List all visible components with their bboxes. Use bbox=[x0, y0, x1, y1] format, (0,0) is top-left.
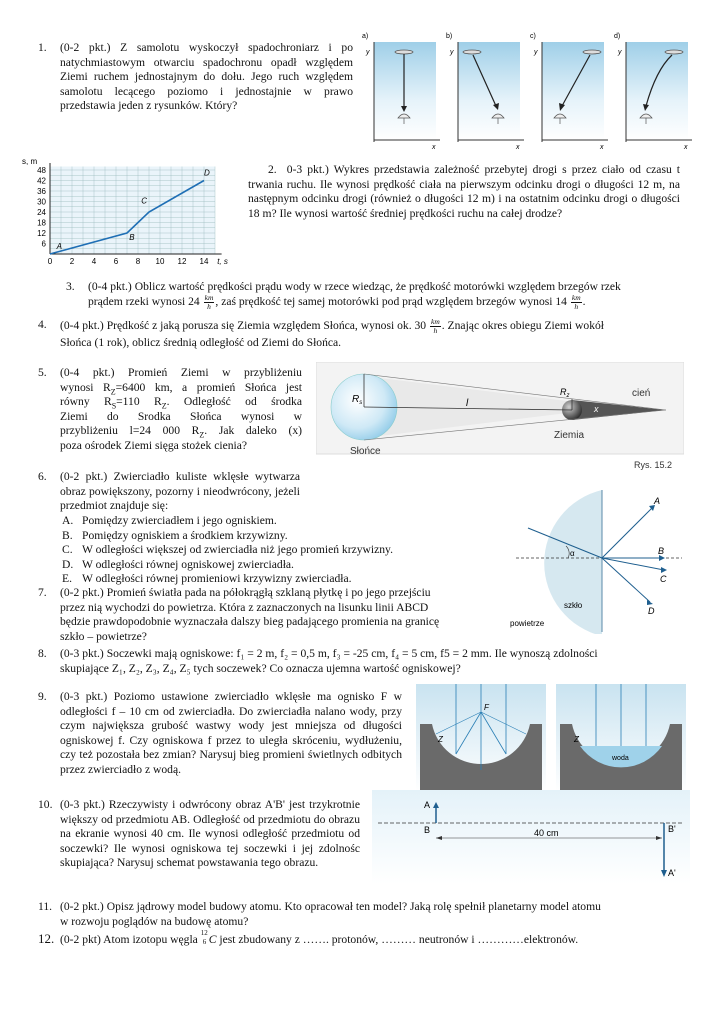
points: (0-4 pkt.) bbox=[60, 319, 104, 333]
x-tick-label: 6 bbox=[113, 257, 119, 266]
y-axis-label: s, m bbox=[22, 157, 38, 166]
distance-label: 40 cm bbox=[534, 828, 559, 838]
figure-caption: Rys. 15.2 bbox=[634, 460, 673, 470]
points: (0-2 pkt.) bbox=[60, 41, 111, 54]
subscript: Z bbox=[110, 386, 116, 396]
question-number: 7. bbox=[38, 586, 47, 599]
unit-numerator: km bbox=[571, 293, 581, 302]
panel-label-c: c) bbox=[530, 33, 536, 40]
question-9 bbox=[60, 690, 402, 778]
question-text: Poziomo ustawione zwierciadło wklęsłe ma ognisko F w odległości f – 10 cm od zwierciadła. Do zwierciadła nalano wody, przy czym największa grubość wastwy wody jest mniejsza od długości ogniskowej f. Czy ogniskowa f przez to uległa skróceniu, wydłużeniu, czy też pozostała bez zmian? Narysuj bieg promieni świetlnych odbitych przez zwierciadło z wodą. bbox=[60, 690, 402, 776]
point-label: D bbox=[204, 168, 210, 178]
panel-label-b: b) bbox=[446, 33, 453, 40]
question-number: 10. bbox=[38, 798, 53, 811]
question-text: będzie prawdopodobnie wyznaczała dalszy bieg padającego promienia na granicę bbox=[60, 615, 440, 629]
glass-label: szkło bbox=[564, 601, 583, 610]
points: (0-2 pkt.) bbox=[60, 900, 104, 913]
y-tick-label: 48 bbox=[37, 166, 46, 175]
object-top-label: A bbox=[424, 800, 431, 810]
question-1 bbox=[60, 41, 353, 114]
points: (0-4 pkt.) bbox=[88, 280, 132, 293]
question-text: Prędkość z jaką porusza się Ziemia względem Słońca, wynosi ok. 30 bbox=[106, 319, 427, 333]
lens-image-figure bbox=[372, 790, 690, 884]
question-number: 4. bbox=[38, 318, 47, 331]
unit-denominator: h bbox=[207, 302, 211, 311]
question-number: 1. bbox=[38, 41, 47, 54]
question-number: 8. bbox=[38, 647, 47, 660]
point-label: C bbox=[141, 196, 148, 206]
alpha-label: α bbox=[570, 549, 575, 558]
carbon-isotope: 12 6 C bbox=[200, 929, 217, 946]
points: (0-3 pkt.) bbox=[60, 690, 108, 703]
x-tick-label: 4 bbox=[91, 257, 97, 266]
y-tick-label: 18 bbox=[37, 218, 46, 228]
question-number: 5. bbox=[38, 366, 47, 379]
question-2 bbox=[248, 163, 680, 221]
x-tick-label: 2 bbox=[69, 257, 75, 266]
question-text: Atom izotopu węgla bbox=[103, 933, 198, 946]
question-number: 11. bbox=[38, 900, 53, 913]
mirror-with-water bbox=[556, 684, 686, 792]
question-number: 3. bbox=[66, 280, 75, 293]
panel-a bbox=[362, 33, 440, 151]
water-label: woda bbox=[612, 755, 629, 762]
y-tick-label: 42 bbox=[37, 176, 46, 186]
shadow-label: cień bbox=[632, 388, 651, 399]
question-text: poza ośrodek Ziemi sięga stożek cienia? bbox=[60, 438, 248, 452]
focus-label: F bbox=[484, 703, 489, 712]
points: 0-3 pkt.) bbox=[286, 163, 329, 176]
question-text: w rozwoju poglądów na budowę atomu? bbox=[60, 914, 249, 928]
option-c[interactable]: C. W odległości większej od zwierciadła niż jego promień krzywizny. bbox=[62, 543, 393, 557]
y-tick-label: 36 bbox=[37, 187, 46, 196]
x-axis-label: t, s bbox=[217, 257, 228, 266]
rz-label: $R_z$ bbox=[560, 387, 570, 399]
points: (0-2 pkt) bbox=[60, 933, 101, 946]
question-text: Z samolotu wyskoczył spadochroniarz i po natychmiastowym otwarciu spadochronu opadł względem Ziemi ruchem jednostajnym do dołu. Jego ruch względem samolotu lecącego poziomo i jednostajnie w prawo przedstawia jeden z rysunków. Który? bbox=[60, 41, 353, 113]
ray-c-label: C bbox=[660, 574, 667, 584]
axis-y-label: y bbox=[450, 49, 454, 56]
earth-label: Ziemia bbox=[554, 430, 585, 441]
question-text: Ziemi do Srodka Słońca wynosi w bbox=[60, 409, 302, 423]
question-10 bbox=[60, 798, 360, 871]
axis-y-label: y bbox=[618, 49, 622, 56]
y-tick-label: 30 bbox=[37, 197, 46, 207]
image-top-label: A' bbox=[668, 868, 676, 878]
question-number: 6. bbox=[38, 470, 47, 483]
axis-y-label: y bbox=[534, 49, 538, 56]
question-text: =110 R bbox=[116, 395, 162, 409]
question-text: Rzeczywisty i odwrócony obraz A'B' jest trzykrotnie większy od przedmiotu AB. Odległość od przedmiotu do obrazu na ekranie wynosi 40 cm. Ile wynosi odległość przedmiotu od soczewki? Ile wynosi ogniskowa tej soczewki i jej zdolnośc skupiająca? Narysuj schemat powstawania tego obrazu. bbox=[60, 798, 360, 870]
ray-a-label: A bbox=[654, 496, 661, 506]
panel-label-d: d) bbox=[614, 33, 621, 40]
axis-x-label: x bbox=[684, 144, 688, 151]
point-label: B bbox=[129, 233, 135, 242]
question-3-line-2 bbox=[88, 294, 586, 311]
unit-fraction bbox=[430, 318, 441, 335]
question-text: =6400 km, a promień Słońca jest bbox=[115, 380, 302, 394]
question-number: 2. bbox=[268, 163, 277, 176]
air-label: powietrze bbox=[510, 619, 545, 628]
question-text: szkło – powietrze? bbox=[60, 629, 147, 643]
question-text: . bbox=[582, 295, 586, 309]
question-text: . Znając okres obiegu Ziemi wokół bbox=[441, 319, 605, 333]
object-base-label: B bbox=[424, 825, 431, 835]
question-text: Promień Ziemi w przybliżeniu bbox=[128, 366, 302, 379]
question-text: równy R bbox=[60, 395, 112, 409]
question-text: Opisz jądrowy model budowy atomu. Kto opracował ten model? Jaką rolę spełnił planetarny model atomu bbox=[106, 900, 601, 913]
unit-fraction bbox=[571, 294, 582, 311]
question-text: wynosi R bbox=[60, 380, 111, 394]
question-number: 9. bbox=[38, 690, 47, 703]
question-4-line-1 bbox=[60, 318, 604, 335]
points: (0-2 pkt.) bbox=[60, 470, 108, 483]
image-base-label: B' bbox=[668, 824, 676, 834]
question-4-line-2: Słońca (1 rok), oblicz średnią odległość od Ziemi do Słońca. bbox=[60, 336, 342, 349]
question-text: przez nią wychodzi do powietrza. Która z zaznaczonych na lisunku linii ABCD bbox=[60, 600, 429, 614]
question-text: Soczewki mają ogniskowe: f₁ = 2 m, f₂ = 0,5 m, f₃ = -25 cm, f₄ = 5 cm, f5 = 2 mm. Ile wynoszą zdolności bbox=[106, 647, 598, 660]
points: (0-3 pkt.) bbox=[60, 798, 105, 811]
y-tick-label: 24 bbox=[37, 208, 46, 217]
panel-b bbox=[446, 33, 524, 151]
x-tick-label: 10 bbox=[155, 257, 165, 266]
question-5 bbox=[60, 366, 302, 454]
subscript: Z bbox=[161, 401, 167, 411]
y-tick-label: 12 bbox=[37, 229, 46, 238]
panel-c bbox=[530, 33, 608, 151]
question-text: , zaś prędkość tej samej motorówki pod prąd względem brzegów wynosi 14 bbox=[215, 295, 567, 309]
question-text: prądem rzeki wynosi 24 bbox=[88, 295, 200, 309]
option-d[interactable]: D. W odległości równej ogniskowej zwierciadła. bbox=[62, 557, 294, 571]
option-a[interactable]: A. Pomiędzy zwierciadłem i jego ogniskiem. bbox=[62, 514, 277, 527]
question-text: Wykres przedstawia zależność przebytej drogi s przez ciało od czasu t trwania ruchu. Ile wynosi prędkość ciała na pierwszym odcinku drogi o długości 12 m, na następnym odcinku drogi (również o długości 12 m) i na ostatnim odcinku drogi o długości 18 m? Ile wynosi wartość średniej prędkości ruchu na całej drodze? bbox=[248, 163, 680, 220]
subscript: S bbox=[111, 401, 117, 411]
subscript: Z bbox=[199, 430, 205, 440]
question-12 bbox=[60, 929, 579, 948]
mirror-label: Z bbox=[574, 735, 579, 744]
question-text: skupiające Z₁, Z₂, Z₃, Z₄, Z₅ tych soczewek? Co oznacza ujemna wartość ogniskowej? bbox=[60, 661, 461, 675]
x-label: x bbox=[594, 404, 599, 414]
question-text: . Jak daleko (x) bbox=[204, 424, 302, 438]
unit-fraction bbox=[204, 294, 215, 311]
x-tick-label: 0 bbox=[47, 257, 53, 266]
question-11 bbox=[60, 900, 700, 929]
x-tick-label: 14 bbox=[199, 257, 209, 266]
axis-x-label: x bbox=[516, 144, 520, 151]
l-label: l bbox=[466, 398, 469, 409]
question-text: Oblicz wartość prędkości prądu wody w rzece wiedząc, że prędkość motorówki względem brzegów rzek bbox=[134, 280, 621, 293]
mirror-label: Z bbox=[438, 735, 443, 744]
question-text: Promień światła pada na półokrągłą szklaną płytkę i po jego przejściu bbox=[106, 586, 431, 599]
x-tick-label: 12 bbox=[177, 257, 187, 266]
question-number: 12. bbox=[38, 931, 55, 946]
question-text: Zwierciadło kuliste wklęsłe wytwarza obraz powiększony, pozorny i nieodwrócony, jeżeli przedmiot znajduje się: bbox=[60, 470, 300, 513]
shadow-cone-figure bbox=[316, 362, 684, 470]
question-6-options bbox=[62, 514, 393, 587]
mirror-empty bbox=[416, 684, 546, 792]
axis-x-label: x bbox=[432, 144, 436, 151]
points: (0-3 pkt.) bbox=[60, 647, 104, 660]
question-3-line-1 bbox=[88, 280, 684, 295]
question-text: przybliżeniu l=24 000 R bbox=[60, 424, 200, 438]
question-6 bbox=[60, 470, 300, 514]
parachute-figure bbox=[360, 30, 700, 152]
glass-refraction-figure bbox=[506, 486, 682, 634]
x-tick-label: 8 bbox=[135, 257, 141, 266]
rs-label: $R_s$ bbox=[352, 394, 363, 406]
question-8 bbox=[60, 647, 700, 676]
points: (0-2 pkt.) bbox=[60, 586, 104, 599]
ray-d-label: D bbox=[648, 606, 655, 616]
point-label: A bbox=[56, 241, 62, 251]
axis-y-label: y bbox=[366, 49, 370, 56]
option-e[interactable]: E. W odległości równej promieniowi krzywizny zwierciadła. bbox=[62, 572, 352, 586]
option-b[interactable]: B. Pomiędzy ogniskiem a środkiem krzywizny. bbox=[62, 528, 288, 542]
panel-d bbox=[614, 33, 692, 151]
y-tick-label: 6 bbox=[41, 239, 46, 249]
unit-numerator: km bbox=[204, 293, 214, 302]
points: (0-4 pkt.) bbox=[60, 366, 115, 379]
mirror-water-figure bbox=[416, 684, 686, 792]
unit-denominator: h bbox=[433, 326, 438, 335]
axis-x-label: x bbox=[600, 144, 604, 151]
question-text: jest zbudowany z ……. protonów, ……… neutronów i …………elektronów. bbox=[219, 933, 579, 946]
distance-time-chart bbox=[20, 152, 230, 272]
question-text: . Odległość od środka bbox=[166, 395, 302, 409]
panel-label-a: a) bbox=[362, 33, 369, 40]
sun-label: Słońce bbox=[350, 446, 381, 457]
ray-b-label: B bbox=[658, 546, 665, 556]
question-7 bbox=[60, 586, 500, 644]
unit-denominator: h bbox=[574, 302, 579, 311]
unit-numerator: km bbox=[431, 317, 440, 326]
